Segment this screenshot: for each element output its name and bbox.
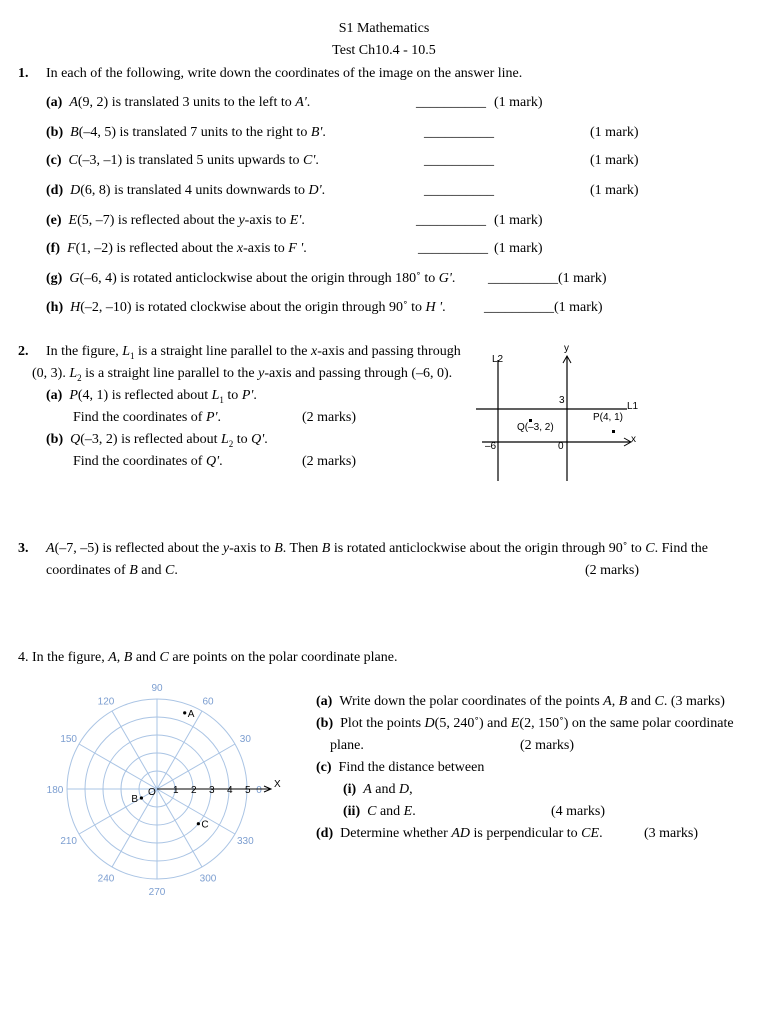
polar-angle-label: 330 — [236, 836, 254, 847]
q4-part-b: (b) Plot the points D(5, 240˚) and E(2, 150˚) on the same polar coordinate — [316, 716, 734, 731]
q3-marks: (2 marks) — [585, 563, 640, 578]
q3-number: 3. — [18, 541, 29, 556]
q2-number: 2. — [18, 344, 29, 359]
polar-radius-label: 2 — [191, 785, 197, 796]
header-title: S1 Mathematics — [338, 21, 430, 36]
q2-figure — [470, 338, 650, 488]
q2b-find: Find the coordinates of Q'. — [73, 454, 223, 469]
q1b-answer-line[interactable]: __________ — [424, 125, 494, 140]
polar-angle-label: 300 — [199, 873, 217, 885]
polar-angle-label: 120 — [97, 696, 115, 708]
q2a-marks: (2 marks) — [302, 410, 357, 425]
polar-angle-label: 270 — [148, 887, 166, 898]
q1a-answer-line[interactable]: __________ — [416, 95, 486, 110]
label-origin: 0 — [558, 441, 564, 452]
polar-x-label: X — [274, 779, 281, 790]
q1h-answer-line[interactable]: __________(1 mark) — [484, 300, 603, 315]
q1f-marks: (1 mark) — [494, 241, 543, 256]
polar-angle-label: 30 — [239, 734, 251, 745]
q4b-marks: (2 marks) — [520, 738, 575, 753]
header-subtitle: Test Ch10.4 - 10.5 — [332, 43, 436, 58]
q4-part-c-ii: (ii) C and E. — [343, 804, 416, 819]
q2-part-b: (b) Q(–3, 2) is reflected about $L_2$ to Q'. — [46, 432, 268, 449]
polar-angle-label: 240 — [97, 873, 115, 885]
q4d-marks: (3 marks) — [644, 826, 699, 841]
q1e-marks: (1 mark) — [494, 213, 543, 228]
q1-part-a: (a) A(9, 2) is translated 3 units to the left to A'. — [46, 95, 311, 110]
label-l2: L2 — [492, 354, 504, 365]
q1-part-b: (b) B(–4, 5) is translated 7 units to the right to B'. — [46, 125, 326, 140]
label-q: Q(–3, 2) — [517, 422, 554, 433]
q1-part-h: (h) H(–2, –10) is rotated clockwise about the origin through 90˚ to H '. — [46, 300, 446, 315]
polar-point-c-marker — [197, 822, 200, 825]
label-p: P(4, 1) — [593, 412, 624, 423]
q1-number: 1. — [18, 66, 29, 81]
q2-intro-line2: (0, 3). $L_2$ is a straight line parallel to the y-axis and passing through (–6, 0). — [32, 366, 453, 383]
q1d-marks: (1 mark) — [590, 183, 639, 198]
q2a-find: Find the coordinates of P'. — [73, 410, 222, 425]
q1c-answer-line[interactable]: __________ — [424, 153, 494, 168]
q1c-marks: (1 mark) — [590, 153, 639, 168]
polar-point-b-marker — [140, 796, 143, 799]
q4-part-a: (a) Write down the polar coordinates of the points A, B and C. (3 marks) — [316, 694, 725, 709]
label-neg6: –6 — [485, 441, 497, 452]
q4-intro: 4. In the figure, A, B and C are points on the polar coordinate plane. — [18, 650, 398, 665]
polar-point-c-label: C — [201, 819, 209, 831]
q1-part-g: (g) G(–6, 4) is rotated anticlockwise about the origin through 180˚ to G'. — [46, 271, 456, 286]
q1-part-c: (c) C(–3, –1) is translated 5 units upwards to C'. — [46, 153, 319, 168]
polar-angle-label: 0 — [256, 785, 262, 796]
label-y: y — [564, 343, 569, 354]
q2b-marks: (2 marks) — [302, 454, 357, 469]
q1-part-e: (e) E(5, –7) is reflected about the y-axis to E'. — [46, 213, 305, 228]
q1f-answer-line[interactable]: __________ — [418, 241, 488, 256]
polar-angle-label: 60 — [202, 696, 214, 708]
q1a-marks: (1 mark) — [494, 95, 543, 110]
label-3: 3 — [559, 395, 565, 406]
q1g-answer-line[interactable]: __________(1 mark) — [488, 271, 607, 286]
q1-part-d: (d) D(6, 8) is translated 4 units downwards to D'. — [46, 183, 326, 198]
q4-part-c-i: (i) A and D, — [343, 782, 413, 797]
point-p-marker — [612, 430, 615, 433]
q4-part-c: (c) Find the distance between — [316, 760, 485, 775]
polar-radius-label: 1 — [173, 785, 179, 796]
polar-origin-label: O — [148, 787, 156, 798]
q1-intro: In each of the following, write down the coordinates of the image on the answer line. — [46, 66, 523, 81]
q3-text-line2: coordinates of B and C. — [46, 563, 178, 578]
polar-chart — [40, 683, 290, 898]
q4b-plane: plane. — [330, 738, 364, 753]
q3-text-line1: A(–7, –5) is reflected about the y-axis to B. Then B is rotated anticlockwise about the origin through 90˚ to C. Find the — [46, 541, 708, 556]
q2-part-a: (a) P(4, 1) is reflected about $L_1$ to P'. — [46, 388, 257, 405]
polar-angle-label: 180 — [46, 785, 64, 796]
polar-radius-label: 5 — [245, 785, 251, 796]
label-l1: L1 — [627, 401, 639, 412]
polar-point-a-label: A — [187, 708, 195, 720]
q1-part-f: (f) F(1, –2) is reflected about the x-axis to F '. — [46, 241, 307, 256]
polar-angle-label: 150 — [60, 734, 78, 745]
q1b-marks: (1 mark) — [590, 125, 639, 140]
q4-part-d: (d) Determine whether AD is perpendicular to CE. — [316, 826, 603, 841]
q1d-answer-line[interactable]: __________ — [424, 183, 494, 198]
q2-intro-line1: In the figure, $L_1$ is a straight line parallel to the x-axis and passing through — [46, 344, 461, 361]
polar-radius-label: 4 — [227, 785, 233, 796]
q4c-marks: (4 marks) — [551, 804, 606, 819]
q1e-answer-line[interactable]: __________ — [416, 213, 486, 228]
polar-point-b-label: B — [131, 794, 139, 805]
polar-point-a-marker — [183, 711, 186, 714]
polar-angle-label: 90 — [151, 683, 163, 694]
polar-angle-label: 210 — [60, 836, 78, 847]
label-x: x — [631, 434, 636, 445]
polar-radius-label: 3 — [209, 785, 215, 796]
